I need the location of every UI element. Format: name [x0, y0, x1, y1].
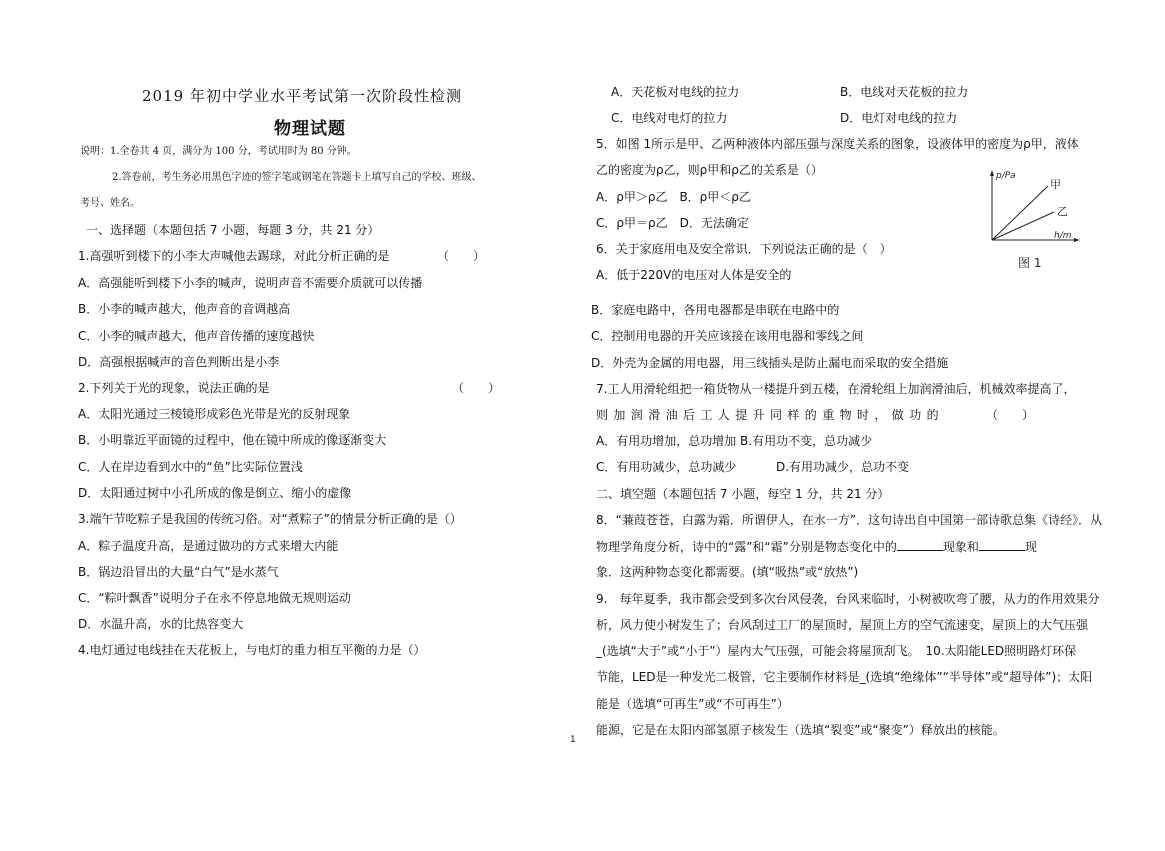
question-1-option-d: D．高强根据喊声的音色判断出是小李 [78, 355, 280, 369]
question-1-option-a: A．高强能听到楼下小李的喊声，说明声音不需要介质就可以传播 [78, 276, 423, 290]
line-yi-label: 乙 [1057, 205, 1068, 218]
exam-subtitle: 物理试题 [274, 119, 346, 139]
question-1-answer-paren: （ ） [437, 249, 486, 263]
question-2-option-b: B．小明靠近平面镜的过程中，他在镜中所成的像逐渐变大 [78, 433, 387, 447]
question-4-option-a: A．天花板对电线的拉力 [611, 85, 740, 99]
question-1-option-c: C．小李的喊声越大，他声音传播的速度越快 [78, 329, 315, 343]
question-9-line-1: 9. 每年夏季，我市都会受到多次台风侵袭，台风来临时，小树被吹弯了腰，从力的作用效果分 [596, 592, 1100, 606]
question-2: 2.下列关于光的现象，说法正确的是 [78, 381, 270, 395]
figure-1-graph [980, 166, 1092, 274]
question-8-line-3: 象．这两种物态变化都需要。(填“吸热”或“放热”) [596, 565, 859, 579]
question-2-option-d: D．太阳通过树中小孔所成的像是倒立、缩小的虚像 [78, 486, 352, 500]
question-7-line-1: 7.工人用滑轮组把一箱货物从一楼提升到五楼，在滑轮组上加润滑油后，机械效率提高了， [596, 382, 1076, 396]
question-5-options-cd: C．ρ甲＝ρ乙 D．无法确定 [596, 216, 749, 230]
question-7-option-d: D.有用功减少，总功不变 [776, 460, 910, 474]
question-7-answer-paren: （ ） [986, 408, 1035, 422]
question-4-option-c: C．电线对电灯的拉力 [611, 111, 728, 125]
question-6-option-a: A．低于220V的电压对人体是安全的 [596, 268, 792, 282]
question-8-line-1: 8．“蒹葭苍苍，白露为霜．所谓伊人，在水一方”．这句诗出自中国第一部诗歌总集《诗经》．从 [596, 513, 1103, 527]
question-6-option-d: D．外壳为金属的用电器，用三线插头是防止漏电而采取的安全措施 [591, 356, 949, 370]
question-7-line-2: 则加润滑油后工人提升同样的重物时，做功的 [596, 408, 945, 422]
question-1: 1.高强听到楼下的小李大声喊他去踢球，对此分析正确的是 [78, 249, 390, 263]
exam-title: 2019 年初中学业水平考试第一次阶段性检测 [142, 87, 462, 105]
question-6-option-c: C．控制用电器的开关应该接在该用电器和零线之间 [591, 329, 864, 343]
section-1-heading: 一、选择题（本题包括 7 小题，每题 3 分，共 21 分） [86, 223, 380, 237]
figure-caption: 图 1 [1018, 256, 1042, 270]
y-axis-arrow [990, 170, 994, 176]
question-7-option-c: C．有用功减少，总功减少 [596, 460, 737, 474]
line-yi [992, 212, 1054, 240]
question-6-option-b: B．家庭电路中，各用电器都是串联在电路中的 [591, 303, 840, 317]
line-jia-label: 甲 [1050, 178, 1061, 191]
question-10-line-3: 能源，它是在太阳内部氢原子核发生（选填“裂变”或“聚变”）释放出的核能。 [596, 723, 1005, 737]
question-5-options-ab: A．ρ甲＞ρ乙 B．ρ甲＜ρ乙 [596, 190, 751, 204]
question-1-option-b: B．小李的喊声越大，他声音的音调越高 [78, 302, 291, 316]
x-axis-label: h/m [1054, 231, 1072, 241]
y-axis-label: p/Pa [996, 171, 1016, 181]
question-4-option-d: D．电灯对电线的拉力 [840, 111, 958, 125]
question-2-answer-paren: （ ） [452, 381, 501, 395]
question-5-line-1: 5．如图 1所示是甲、乙两种液体内部压强与深度关系的图象，设液体甲的密度为ρ甲，液体 [596, 137, 1079, 151]
question-2-option-c: C．人在岸边看到水中的“鱼”比实际位置浅 [78, 460, 303, 474]
question-8-line-2-part-1: 物理学角度分析，诗中的“露”和“霜”分别是物态变化中的 [596, 540, 897, 554]
question-3-option-c: C．“粽叶飘香”说明分子在永不停息地做无规则运动 [78, 591, 351, 605]
fill-in-blank-1[interactable] [897, 539, 943, 551]
exam-note-2a: 2.答卷前，考生务必用黑色字迹的签字笔或钢笔在答题卡上填写自己的学校、班级、 [112, 172, 482, 183]
question-7-options-ab: A．有用功增加，总功增加 B.有用功不变，总功减少 [596, 434, 873, 448]
question-4: 4.电灯通过电线挂在天花板上，与电灯的重力相互平衡的力是（） [78, 643, 426, 657]
exam-note-1: 说明：1.全卷共 4 页，满分为 100 分，考试用时为 80 分钟。 [80, 146, 357, 157]
question-8-line-2-part-2: 现象和 [942, 540, 979, 554]
question-3-option-a: A．粽子温度升高，是通过做功的方式来增大内能 [78, 539, 339, 553]
section-2-heading: 二、填空题（本题包括 7 小题，每空 1 分，共 21 分） [596, 487, 890, 501]
fill-in-blank-2[interactable] [979, 539, 1025, 551]
exam-note-2b: 考号、姓名。 [80, 198, 140, 209]
question-3: 3.端午节吃粽子是我国的传统习俗。对“煮粽子”的情景分析正确的是（） [78, 512, 462, 526]
question-3-option-b: B．锅边沿冒出的大量“白气”是水蒸气 [78, 565, 279, 579]
x-axis-arrow [1074, 238, 1080, 242]
question-10-line-1: 节能，LED是一种发光二极管，它主要制作材料是_(选填“绝缘体”“半导体”或“超导体”)；太阳 [596, 670, 1093, 684]
question-10-line-2: 能是（选填“可再生”或“不可再生”） [596, 697, 789, 711]
question-5-line-2: 乙的密度为ρ乙，则ρ甲和ρ乙的关系是（） [596, 163, 823, 177]
question-4-option-b: B．电线对天花板的拉力 [840, 85, 969, 99]
page-number: 1 [570, 735, 576, 745]
question-8-line-2 [596, 539, 1037, 554]
question-2-option-a: A．太阳光通过三棱镜形成彩色光带是光的反射现象 [78, 407, 351, 421]
line-jia [992, 186, 1048, 240]
question-6: 6．关于家庭用电及安全常识．下列说法正确的是（ ） [596, 242, 892, 256]
question-9-line-2: 析，风力使小树发生了；台风刮过工厂的屋顶时，屋顶上方的空气流速变，屋顶上的大气压强 [596, 618, 1089, 632]
question-8-line-2-part-3: 现 [1024, 540, 1037, 554]
question-3-option-d: D．水温升高，水的比热容变大 [78, 617, 244, 631]
question-9-line-3: _(选填“大于”或“小于”）屋内大气压强，可能会将屋顶刮飞。 10.太阳能LED照明路灯环保 [596, 644, 1077, 658]
